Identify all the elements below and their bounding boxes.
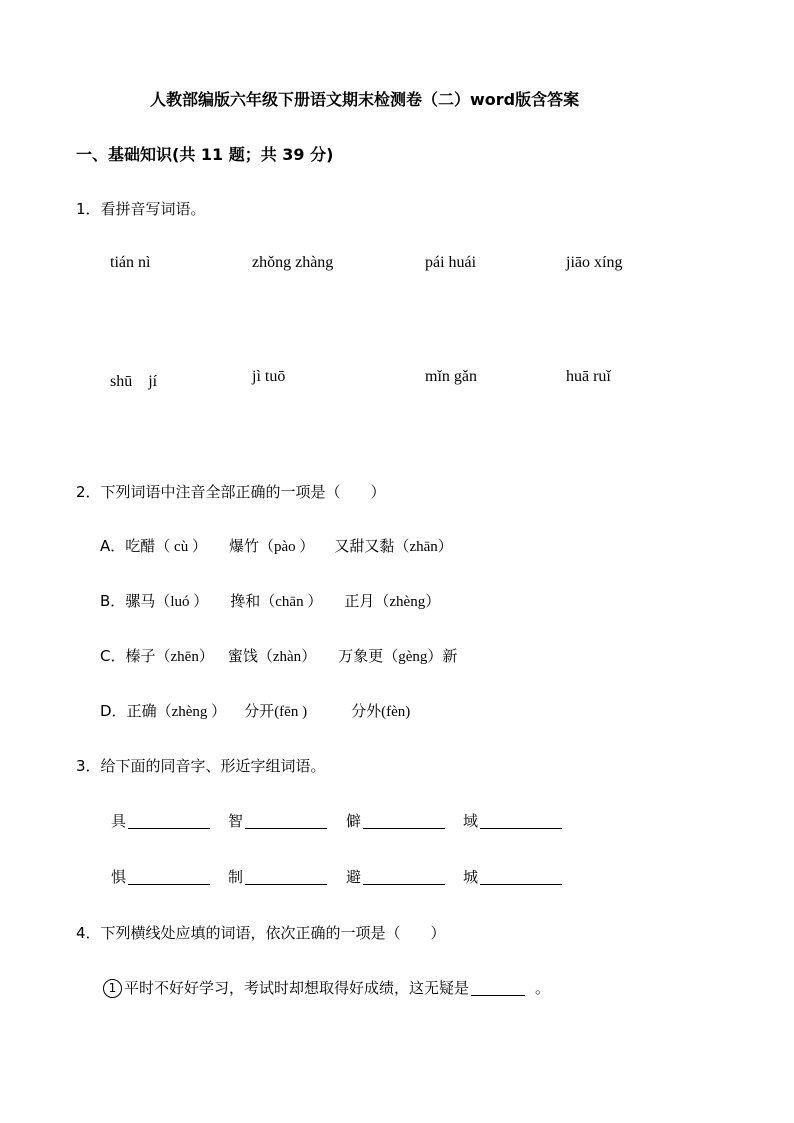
answer-line[interactable] — [245, 868, 327, 885]
answer-line[interactable] — [363, 812, 445, 829]
option-pinyin: zhēn — [170, 649, 199, 665]
word-blank[interactable] — [463, 866, 562, 887]
option-paren: ） — [191, 537, 207, 555]
word-char: 具 — [111, 812, 127, 830]
answer-line[interactable] — [128, 812, 210, 829]
option-paren: ） — [211, 702, 227, 720]
option-paren: ） — [301, 647, 317, 665]
word-blank[interactable] — [111, 810, 210, 831]
option-word: 正确（ — [126, 702, 172, 720]
option-pinyin: pào — [273, 539, 300, 555]
option-pinyin: zhàn — [272, 649, 302, 665]
option-letter: A． — [100, 537, 126, 555]
word-char: 惧 — [111, 868, 127, 886]
option-paren: ） — [198, 647, 214, 665]
option-pinyin: zhān — [409, 539, 438, 555]
word-char: 避 — [346, 868, 362, 886]
option-paren: ） — [299, 537, 315, 555]
word-char: 智 — [228, 812, 244, 830]
option-word: 又甜又黏（ — [334, 537, 410, 555]
pinyin-item: jiāo xíng — [566, 254, 623, 271]
option-word: 榛子（ — [125, 647, 171, 665]
answer-line[interactable] — [245, 812, 327, 829]
option-word: 骡马（ — [125, 592, 171, 610]
option-paren: ） — [437, 537, 453, 555]
option-pinyin: cù — [170, 539, 192, 555]
option-pinyin: gèng — [398, 649, 428, 665]
option-paren: ）新 — [427, 647, 458, 665]
section-heading: 一、基础知识(共 11 题；共 39 分) — [76, 145, 334, 164]
option-paren: ） — [307, 592, 323, 610]
item-end-punct: 。 — [535, 979, 551, 997]
pinyin-item: jì tuō — [252, 368, 286, 385]
word-blank[interactable] — [463, 810, 562, 831]
option-letter: C． — [100, 647, 126, 665]
answer-line[interactable] — [471, 979, 525, 996]
option-pinyin: chān — [275, 594, 308, 610]
answer-line[interactable] — [480, 812, 562, 829]
option-word: 爆竹（ — [228, 537, 274, 555]
option-word: 分外 — [351, 702, 382, 720]
question-4-stem: 4．下列横线处应填的词语，依次正确的一项是（ ） — [76, 924, 446, 942]
document-title: 人教部编版六年级下册语文期末检测卷（二）word版含答案 — [150, 90, 580, 109]
option-pinyin: zhèng — [171, 704, 212, 720]
option-b — [100, 590, 440, 611]
option-letter: B． — [100, 592, 126, 610]
word-blank[interactable] — [346, 866, 445, 887]
question-4-item-1 — [103, 977, 550, 998]
option-word: 万象更（ — [338, 647, 399, 665]
word-char: 僻 — [346, 812, 362, 830]
word-char: 制 — [228, 868, 244, 886]
option-c — [100, 645, 457, 666]
word-blank[interactable] — [111, 866, 210, 887]
pinyin-item: tián nì — [110, 254, 151, 271]
option-word: 搀和（ — [230, 592, 276, 610]
answer-line[interactable] — [363, 868, 445, 885]
pinyin-item: mǐn gǎn — [425, 368, 477, 385]
pinyin-item: huā ruǐ — [566, 368, 611, 385]
option-word: 分开 — [244, 702, 275, 720]
option-word: 蜜饯（ — [227, 647, 273, 665]
word-blank[interactable] — [228, 810, 327, 831]
question-3-stem: 3．给下面的同音字、形近字组词语。 — [76, 757, 326, 775]
option-paren: ） — [425, 592, 441, 610]
option-a — [100, 535, 453, 556]
option-paren: ） — [193, 592, 209, 610]
circled-number: 1 — [103, 979, 122, 998]
answer-line[interactable] — [480, 868, 562, 885]
word-blank[interactable] — [346, 810, 445, 831]
option-word: 正月（ — [344, 592, 390, 610]
question-2-stem: 2．下列词语中注音全部正确的一项是（ ） — [76, 483, 386, 501]
option-d — [100, 700, 410, 721]
word-blank[interactable] — [228, 866, 327, 887]
option-pinyin: (fēn ) — [274, 704, 308, 720]
word-char: 城 — [463, 868, 479, 886]
option-word: 吃醋（ — [125, 537, 171, 555]
question-1-stem: 1．看拼音写词语。 — [76, 200, 206, 218]
pinyin-item: pái huái — [425, 254, 477, 271]
pinyin-item: shū jí — [110, 373, 158, 390]
answer-line[interactable] — [128, 868, 210, 885]
word-char: 域 — [463, 812, 479, 830]
option-pinyin: zhèng — [389, 594, 426, 610]
pinyin-item: zhǒng zhàng — [252, 254, 334, 271]
option-letter: D． — [100, 702, 127, 720]
option-pinyin: luó — [170, 594, 194, 610]
option-pinyin: (fèn) — [381, 704, 411, 720]
item-text: 平时不好好学习，考试时却想取得好成绩，这无疑是 — [124, 979, 470, 997]
